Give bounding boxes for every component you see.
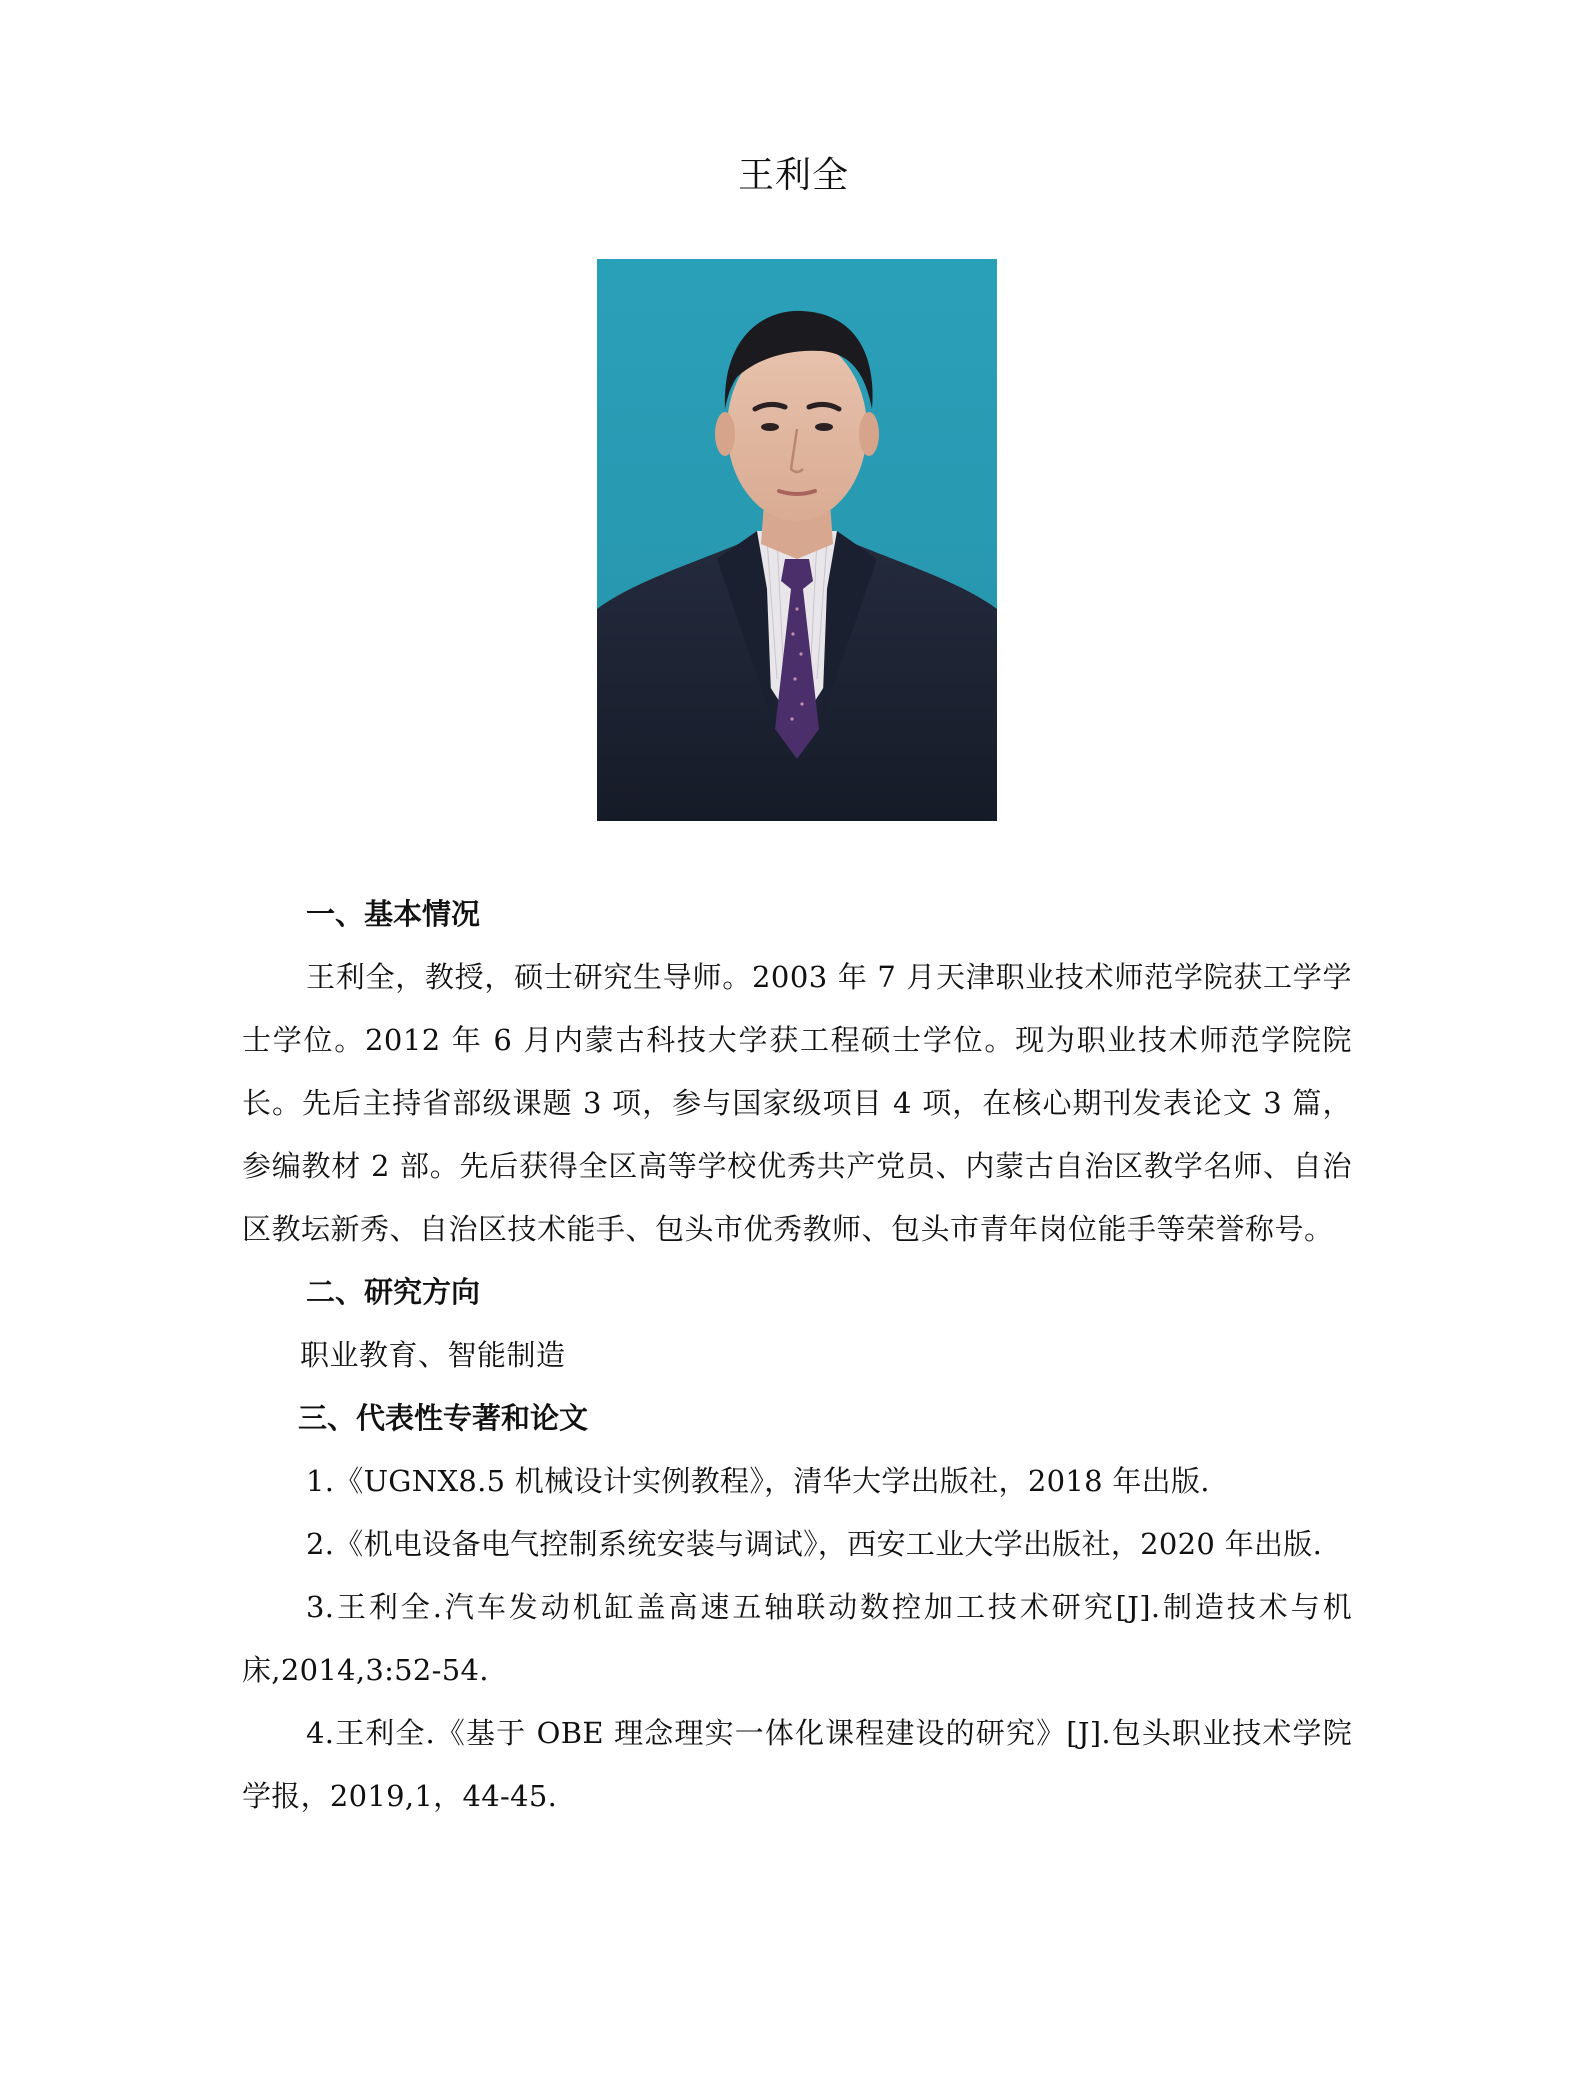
section-heading-basic: 一、基本情况 <box>306 897 481 931</box>
publication-item: 3.王利全.汽车发动机缸盖高速五轴联动数控加工技术研究[J].制造技术与机床,2014,3:52-54. <box>242 1590 1352 1687</box>
section-body-basic: 王利全，教授，硕士研究生导师。2003 年 7 月天津职业技术师范学院获工学学士学位。2012 年 6 月内蒙古科技大学获工程硕士学位。现为职业技术师范学院院长。先后主持省部级课题 3 项，参与国家级项目 4 项，在核心期刊发表论文 3 篇，参编教材 2 部。先后获得全区高等学校优秀共产党员、内蒙古自治区教学名师、自治区教坛新秀、自治区技术能手、包头市优秀教师、包头市青年岗位能手等荣誉称号。 <box>242 960 1352 1246</box>
publication-item: 4.王利全.《基于 OBE 理念理实一体化课程建设的研究》[J].包头职业技术学院学报，2019,1，44-45. <box>242 1716 1352 1813</box>
page-title: 王利全 <box>737 155 849 196</box>
section-body-research: 职业教育、智能制造 <box>300 1338 566 1372</box>
resume-content <box>242 883 1352 1828</box>
portrait-image <box>597 259 997 821</box>
portrait-photo <box>597 259 997 821</box>
section-heading-research: 二、研究方向 <box>306 1275 481 1309</box>
section-heading-publications: 三、代表性专著和论文 <box>298 1401 589 1435</box>
publication-item: 2.《机电设备电气控制系统安装与调试》，西安工业大学出版社，2020 年出版. <box>306 1527 1323 1561</box>
publication-item: 1.《UGNX8.5 机械设计实例教程》，清华大学出版社，2018 年出版. <box>306 1464 1210 1498</box>
